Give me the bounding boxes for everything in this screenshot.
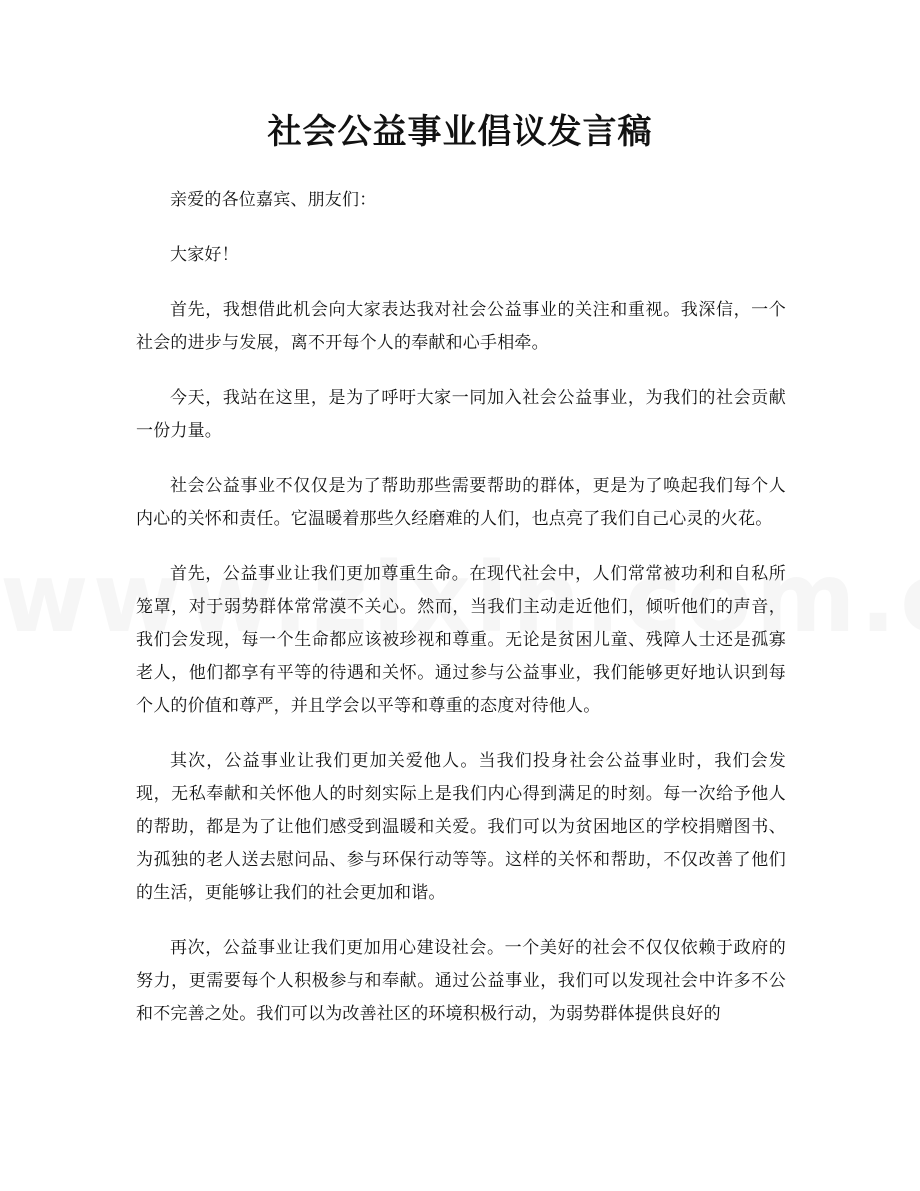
paragraph: 首先，公益事业让我们更加尊重生命。在现代社会中，人们常常被功利和自私所笼罩，对于弱势群体常常漠不关心。然而，当我们主动走近他们，倾听他们的声音，我们会发现，每一个生命都应该被珍视和尊重。无论是贫困儿童、残障人士还是孤寡老人，他们都享有平等的待遇和关怀。通过参与公益事业，我们能够更好地认识到每个人的价值和尊严，并且学会以平等和尊重的态度对待他人。 xyxy=(136,564,786,716)
paragraph: 再次，公益事业让我们更加用心建设社会。一个美好的社会不仅仅依赖于政府的努力，更需要每个人积极参与和奉献。通过公益事业，我们可以发现社会中许多不公和不完善之处。我们可以为改善社区的环境积极行动，为弱势群体提供良好的 xyxy=(136,938,786,1024)
paragraph: 首先，我想借此机会向大家表达我对社会公益事业的关注和重视。我深信，一个社会的进步与发展，离不开每个人的奉献和心手相牵。 xyxy=(136,300,786,353)
paragraph: 社会公益事业不仅仅是为了帮助那些需要帮助的群体，更是为了唤起我们每个人内心的关怀和责任。它温暖着那些久经磨难的人们，也点亮了我们自己心灵的火花。 xyxy=(136,476,786,529)
greeting: 大家好！ xyxy=(170,245,239,265)
paragraph: 其次，公益事业让我们更加关爱他人。当我们投身社会公益事业时，我们会发现，无私奉献和关怀他人的时刻实际上是我们内心得到满足的时刻。每一次给予他人的帮助，都是为了让他们感受到温暖和关爱。我们可以为贫困地区的学校捐赠图书、为孤独的老人送去慰问品、参与环保行动等等。这样的关怀和帮助，不仅改善了他们的生活，更能够让我们的社会更加和谐。 xyxy=(136,751,786,903)
document-body xyxy=(136,184,786,1053)
salutation: 亲爱的各位嘉宾、朋友们： xyxy=(170,190,377,210)
document-title: 社会公益事业倡议发言稿 xyxy=(267,112,653,152)
paragraph: 今天，我站在这里，是为了呼吁大家一同加入社会公益事业，为我们的社会贡献一份力量。 xyxy=(136,388,786,441)
